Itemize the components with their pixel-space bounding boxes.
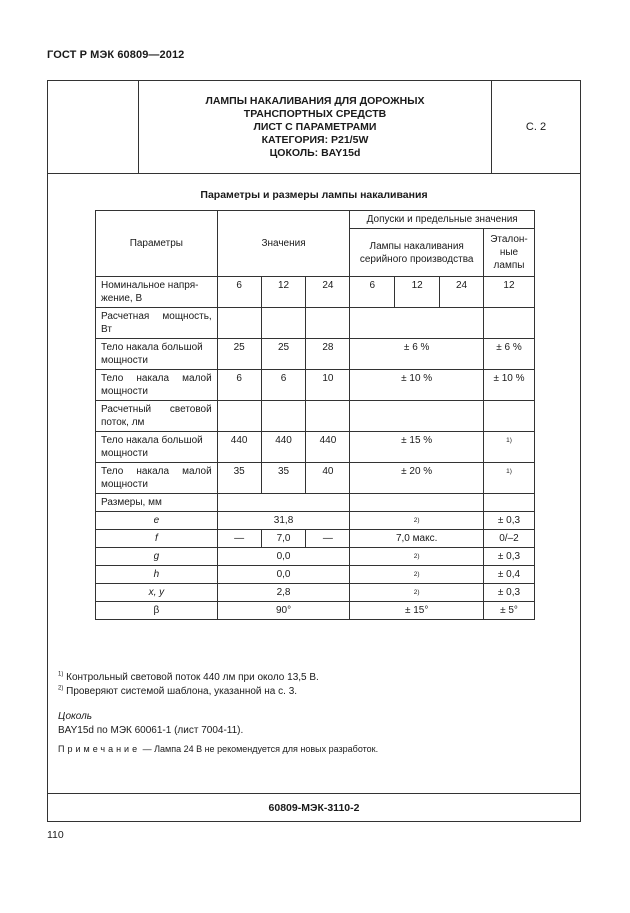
header-reference: Эталон-ные лампы [483, 229, 534, 277]
sheet-page-number: С. 2 [525, 121, 547, 133]
footnote-1 [58, 671, 568, 685]
table-row [96, 494, 535, 512]
title-line: КАТЕГОРИЯ: P21/5W [261, 133, 369, 146]
note-label: Примечание [58, 744, 141, 754]
sheet-frame [47, 80, 581, 822]
serial-cell: 6 [350, 277, 395, 308]
empty-cell [217, 494, 350, 512]
reference-footnote-mark: 1) [483, 432, 534, 463]
row-label: Тело накала большой мощности [96, 432, 218, 463]
serial-cell: 24 [440, 277, 484, 308]
dimension-label: β [96, 602, 218, 620]
value-cell: 6 [217, 370, 261, 401]
table-row [96, 584, 535, 602]
reference-cell: ± 0,3 [483, 584, 534, 602]
empty-cell [261, 308, 306, 339]
table-row [96, 602, 535, 620]
row-label: Расчетная мощность, Вт [96, 308, 218, 339]
serial-footnote-mark: 2) [350, 566, 484, 584]
row-label: Номинальное напря-жение, В [96, 277, 218, 308]
header-serial: Лампы накаливания серийного производства [350, 229, 484, 277]
reference-cell: 0/–2 [483, 530, 534, 548]
reference-cell: ± 0,4 [483, 566, 534, 584]
serial-cell: 7,0 макс. [350, 530, 484, 548]
table-row [96, 566, 535, 584]
value-cell: 6 [261, 370, 306, 401]
row-label: Расчетный световой поток, лм [96, 401, 218, 432]
notes-block [58, 671, 568, 756]
serial-footnote-mark: 2) [350, 548, 484, 566]
value-cell: 6 [217, 277, 261, 308]
cap-text: BAY15d по МЭК 60061-1 (лист 7004-11). [58, 725, 244, 736]
table-row [96, 432, 535, 463]
value-cell: 40 [306, 463, 350, 494]
table-row [96, 548, 535, 566]
cap-label: Цоколь [58, 711, 93, 722]
value-cell: 7,0 [261, 530, 306, 548]
table-row [96, 370, 535, 401]
value-cell: — [217, 530, 261, 548]
serial-cell: ± 6 % [350, 339, 484, 370]
header-tolerances: Допуски и предельные значения [350, 211, 535, 229]
serial-cell: ± 15 % [350, 432, 484, 463]
footnote-mark: 1) [58, 671, 64, 678]
empty-cell [306, 401, 350, 432]
empty-cell [350, 401, 484, 432]
reference-cell: ± 10 % [483, 370, 534, 401]
title-line: ЛАМПЫ НАКАЛИВАНИЯ ДЛЯ ДОРОЖНЫХ [205, 94, 425, 107]
value-cell: 35 [217, 463, 261, 494]
reference-footnote-mark: 1) [483, 463, 534, 494]
table-row [96, 530, 535, 548]
table-header-row [96, 211, 535, 229]
value-cell: 25 [261, 339, 306, 370]
title-block [48, 81, 580, 174]
value-cell: 2,8 [217, 584, 350, 602]
empty-cell [350, 494, 484, 512]
empty-cell [217, 401, 261, 432]
title-line: ЦОКОЛЬ: BAY15d [269, 146, 361, 159]
value-cell: 440 [261, 432, 306, 463]
value-cell: 25 [217, 339, 261, 370]
sheet-code: 60809-МЭК-3110-2 [268, 802, 360, 814]
serial-footnote-mark: 2) [350, 512, 484, 530]
value-cell: — [306, 530, 350, 548]
empty-cell [483, 494, 534, 512]
row-label: Тело накала малой мощности [96, 463, 218, 494]
value-cell: 12 [261, 277, 306, 308]
dimension-label: x, y [96, 584, 218, 602]
note-text: — Лампа 24 В не рекомендуется для новых разработок. [140, 744, 379, 754]
footnote-text: Проверяют системой шаблона, указанной на с. 3. [66, 686, 298, 697]
footnote-2 [58, 685, 568, 699]
value-cell: 10 [306, 370, 350, 401]
value-cell: 31,8 [217, 512, 350, 530]
value-cell: 0,0 [217, 548, 350, 566]
serial-cell: 12 [395, 277, 440, 308]
table-row [96, 339, 535, 370]
note [58, 742, 568, 756]
reference-cell: 12 [483, 277, 534, 308]
empty-cell [306, 308, 350, 339]
table-row [96, 512, 535, 530]
empty-cell [350, 308, 484, 339]
value-cell: 28 [306, 339, 350, 370]
document-header: ГОСТ Р МЭК 60809—2012 [47, 49, 185, 61]
dimension-label: g [96, 548, 218, 566]
value-cell: 440 [306, 432, 350, 463]
dimension-label: e [96, 512, 218, 530]
empty-cell [217, 308, 261, 339]
reference-cell: ± 0,3 [483, 548, 534, 566]
title-line: ЛИСТ С ПАРАМЕТРАМИ [253, 120, 377, 133]
table-row [96, 401, 535, 432]
value-cell: 0,0 [217, 566, 350, 584]
reference-cell: ± 0,3 [483, 512, 534, 530]
serial-cell: ± 10 % [350, 370, 484, 401]
footnote-mark: 2) [58, 685, 64, 692]
sheet-title [139, 81, 492, 173]
table-row [96, 277, 535, 308]
page-number: 110 [47, 829, 64, 841]
value-cell: 90° [217, 602, 350, 620]
dimension-label: f [96, 530, 218, 548]
value-cell: 24 [306, 277, 350, 308]
title-block-left-cell [48, 81, 139, 173]
value-cell: 35 [261, 463, 306, 494]
serial-cell: ± 15° [350, 602, 484, 620]
parameters-table [95, 210, 535, 620]
serial-footnote-mark: 2) [350, 584, 484, 602]
header-params: Параметры [96, 211, 218, 277]
empty-cell [483, 401, 534, 432]
row-label: Тело накала малой мощности [96, 370, 218, 401]
footer-divider [48, 793, 580, 794]
section-title: Параметры и размеры лампы накаливания [200, 189, 428, 201]
footnote-text: Контрольный световой поток 440 лм при около 13,5 В. [66, 672, 319, 683]
row-label: Размеры, мм [96, 494, 218, 512]
value-cell: 440 [217, 432, 261, 463]
header-values: Значения [217, 211, 350, 277]
table-row [96, 463, 535, 494]
empty-cell [483, 308, 534, 339]
dimension-label: h [96, 566, 218, 584]
table-row [96, 308, 535, 339]
reference-cell: ± 6 % [483, 339, 534, 370]
reference-cell: ± 5° [483, 602, 534, 620]
empty-cell [261, 401, 306, 432]
row-label: Тело накала большой мощности [96, 339, 218, 370]
title-line: ТРАНСПОРТНЫХ СРЕДСТВ [243, 107, 387, 120]
serial-cell: ± 20 % [350, 463, 484, 494]
